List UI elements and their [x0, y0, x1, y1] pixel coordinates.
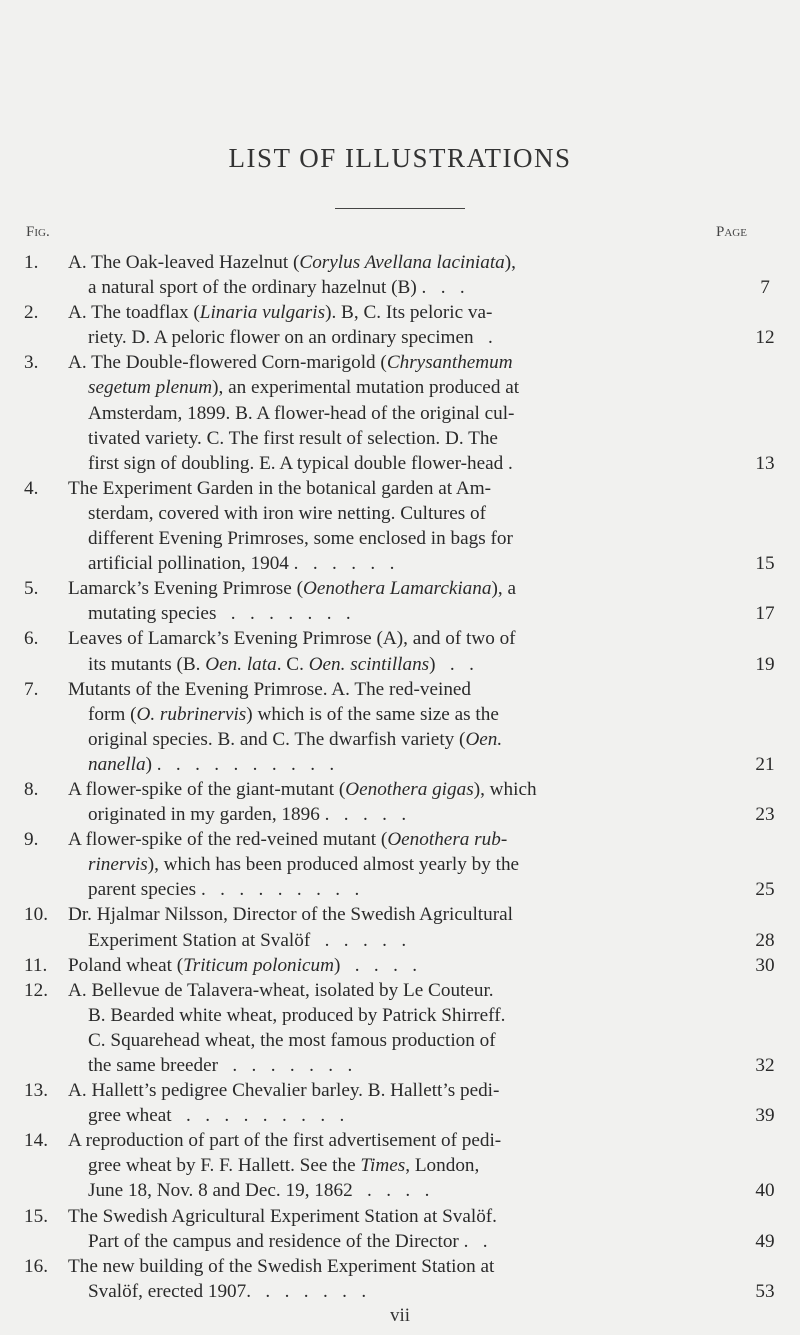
caption [68, 1254, 708, 1304]
figure-number: 4. [24, 477, 39, 499]
page-ref: 25 [755, 879, 775, 901]
caption [68, 576, 708, 626]
caption-line: Experiment Station at Svalöf . . . . . [88, 929, 407, 951]
list-item [0, 978, 800, 1078]
figure-number: 2. [24, 302, 39, 324]
caption-line: first sign of doubling. E. A typical double flower-head . [88, 452, 513, 474]
caption [68, 902, 708, 952]
caption [68, 1128, 708, 1203]
caption-line: sterdam, covered with iron wire netting. Cultures of [88, 502, 487, 524]
page-ref: 40 [755, 1180, 775, 1202]
caption-line: its mutants (B. Oen. lata. C. Oen. scintillans) . . [88, 653, 474, 675]
caption-line: rinervis), which has been produced almost yearly by the [88, 854, 520, 876]
caption-line: different Evening Primroses, some enclosed in bags for [88, 528, 513, 550]
page-column-header: Page [716, 224, 747, 240]
caption-line: artificial pollination, 1904 . . . . . . [88, 553, 395, 575]
page-ref: 13 [755, 452, 775, 474]
caption-line: Poland wheat (Triticum polonicum) . . . . [68, 954, 418, 976]
caption-line: parent species . . . . . . . . . [88, 879, 360, 901]
caption [68, 626, 708, 676]
caption-line: A flower-spike of the red-veined mutant (Oenothera rub- [68, 829, 508, 851]
caption-line: mutating species . . . . . . . [88, 603, 351, 625]
caption-line: A reproduction of part of the first advertisement of pedi- [68, 1130, 502, 1152]
caption-line: nanella) . . . . . . . . . . [88, 753, 335, 775]
caption-line: A. The Double-flowered Corn-marigold (Chrysanthemum [68, 352, 513, 374]
caption-line: A. Hallett’s pedigree Chevalier barley. B. Hallett’s pedi- [68, 1080, 500, 1102]
list-item [0, 677, 800, 777]
caption [68, 300, 708, 350]
list-item [0, 476, 800, 576]
fig-column-header: Fig. [26, 224, 50, 240]
title-rule [335, 208, 465, 209]
list-item [0, 626, 800, 676]
page-number: vii [389, 1305, 411, 1326]
caption-line: Leaves of Lamarck’s Evening Primrose (A), and of two of [68, 628, 516, 650]
caption-line: tivated variety. C. The first result of selection. D. The [88, 427, 498, 449]
caption [68, 827, 708, 902]
caption-line: A. Bellevue de Talavera-wheat, isolated by Le Couteur. [68, 979, 494, 1001]
page-ref: 53 [755, 1280, 775, 1302]
page-ref: 19 [755, 653, 775, 675]
caption-line: form (O. rubrinervis) which is of the same size as the [88, 703, 499, 725]
page-ref: 28 [755, 929, 775, 951]
caption-line: gree wheat . . . . . . . . . [88, 1105, 345, 1127]
caption-line: original species. B. and C. The dwarfish variety (Oen. [88, 728, 503, 750]
figure-number: 7. [24, 678, 39, 700]
list-item [0, 250, 800, 300]
list-item [0, 1254, 800, 1304]
page-ref: 39 [755, 1105, 775, 1127]
caption-line: the same breeder . . . . . . . [88, 1055, 353, 1076]
page-ref: 49 [755, 1230, 775, 1252]
page-ref: 12 [755, 327, 775, 349]
list-item [0, 827, 800, 902]
caption [68, 677, 708, 777]
caption [68, 1078, 708, 1128]
list-item [0, 350, 800, 475]
list-item [0, 953, 800, 978]
figure-number: 12. [24, 979, 48, 1001]
figure-number: 9. [24, 829, 39, 851]
caption-line: Svalöf, erected 1907. . . . . . . [88, 1280, 367, 1302]
caption-line: riety. D. A peloric flower on an ordinary specimen . [88, 327, 493, 349]
page-ref: 7 [760, 277, 770, 299]
caption [68, 978, 708, 1078]
figure-number: 14. [24, 1130, 48, 1152]
figure-number: 1. [24, 252, 39, 273]
list-item [0, 777, 800, 827]
figure-number: 16. [24, 1255, 48, 1277]
list-item [0, 576, 800, 626]
page-ref: 23 [755, 804, 775, 826]
page-ref: 32 [755, 1055, 775, 1076]
caption-line: originated in my garden, 1896 . . . . . [88, 804, 407, 826]
page-ref: 15 [755, 553, 775, 575]
page-ref: 17 [755, 603, 775, 625]
caption-line: The new building of the Swedish Experiment Station at [68, 1255, 495, 1277]
figure-number: 6. [24, 628, 39, 650]
caption-line: B. Bearded white wheat, produced by Patrick Shirreff. [88, 1004, 506, 1026]
figure-number: 13. [24, 1080, 48, 1102]
list-item [0, 902, 800, 952]
figure-number: 8. [24, 778, 39, 800]
list-item [0, 1128, 800, 1203]
caption [68, 350, 708, 475]
page-ref: 30 [755, 954, 775, 976]
page-title: LIST OF ILLUSTRATIONS [228, 143, 572, 173]
caption [68, 1204, 708, 1254]
caption-line: C. Squarehead wheat, the most famous production of [88, 1029, 496, 1051]
list-item [0, 1078, 800, 1128]
caption-line: A flower-spike of the giant-mutant (Oenothera gigas), which [68, 778, 537, 800]
caption [68, 777, 708, 827]
figure-number: 15. [24, 1205, 48, 1227]
figure-number: 3. [24, 352, 39, 374]
caption [68, 953, 708, 978]
figure-number: 10. [24, 904, 48, 926]
caption-line: Dr. Hjalmar Nilsson, Director of the Swedish Agricultural [68, 904, 513, 926]
figure-number: 5. [24, 578, 39, 600]
caption [68, 250, 708, 300]
caption [68, 476, 708, 576]
caption-line: Amsterdam, 1899. B. A flower-head of the original cul- [88, 402, 515, 424]
page-ref: 21 [755, 753, 775, 775]
caption-line: segetum plenum), an experimental mutation produced at [88, 377, 520, 399]
caption-line: The Experiment Garden in the botanical garden at Am- [68, 477, 492, 499]
figure-number: 11. [24, 954, 48, 976]
caption-line: A. The toadflax (Linaria vulgaris). B, C. Its peloric va- [68, 302, 493, 324]
caption-line: Mutants of the Evening Primrose. A. The red-veined [68, 678, 472, 700]
caption-line: A. The Oak-leaved Hazelnut (Corylus Avellana laciniata), [68, 252, 516, 273]
list-item [0, 300, 800, 350]
caption-line: a natural sport of the ordinary hazelnut (B) . . . [88, 277, 465, 299]
caption-line: Lamarck’s Evening Primrose (Oenothera Lamarckiana), a [68, 578, 516, 600]
caption-line: June 18, Nov. 8 and Dec. 19, 1862 . . . . [88, 1180, 430, 1202]
illustrations-list [0, 250, 800, 1304]
caption-line: gree wheat by F. F. Hallett. See the Times, London, [88, 1155, 480, 1177]
list-item [0, 1204, 800, 1254]
caption-line: The Swedish Agricultural Experiment Station at Svalöf. [68, 1205, 497, 1227]
caption-line: Part of the campus and residence of the Director . . [88, 1230, 488, 1252]
